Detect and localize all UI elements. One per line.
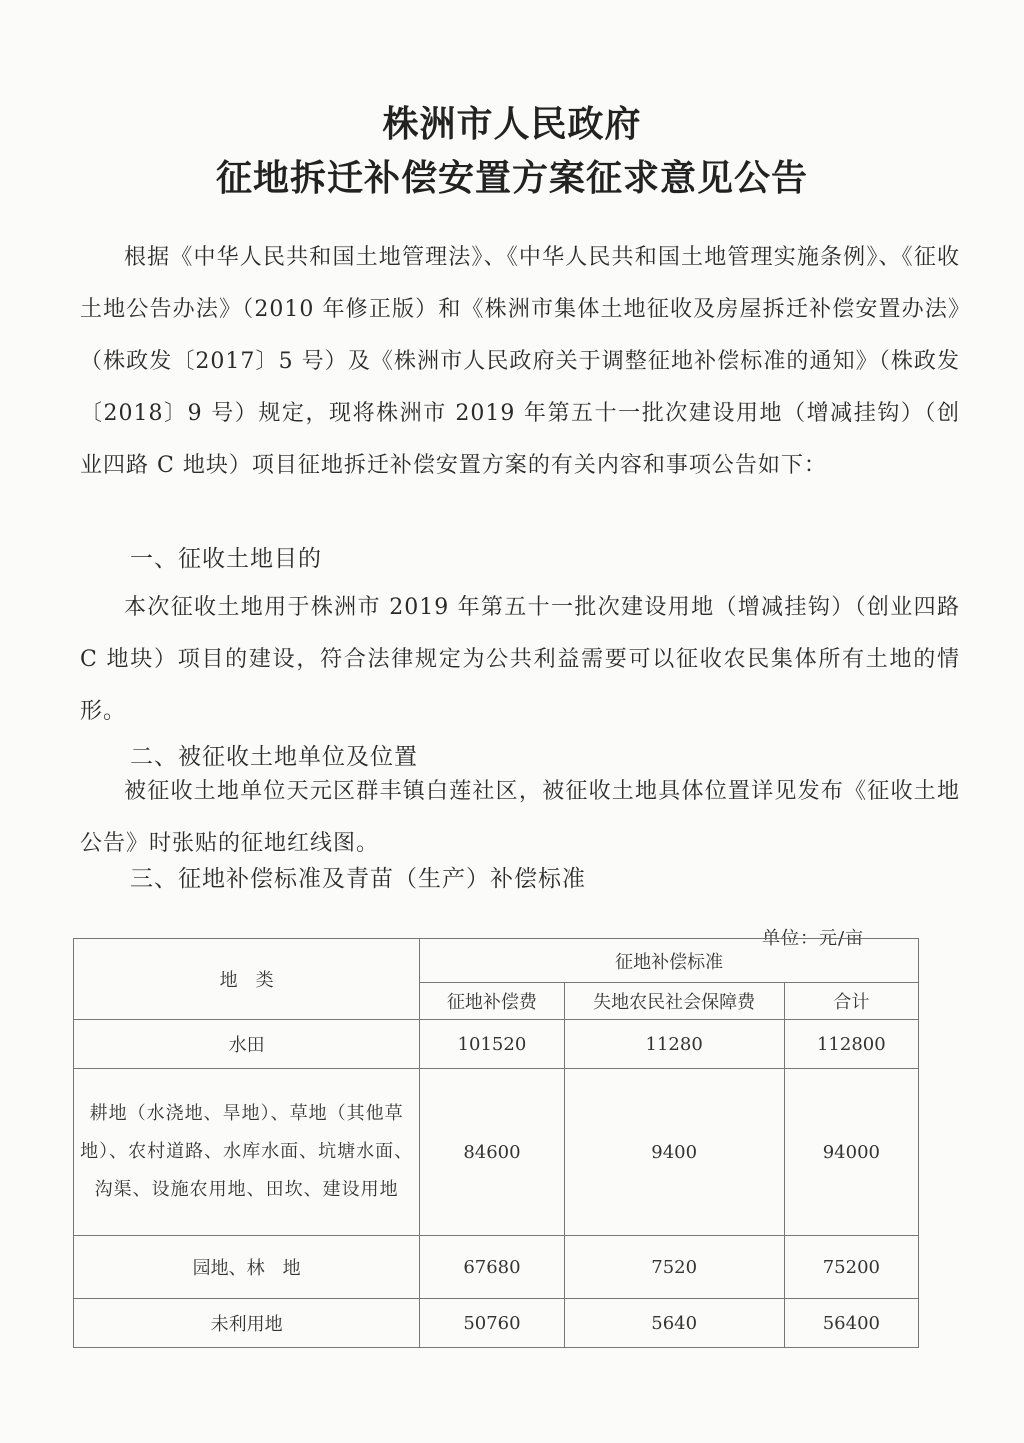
header-group-standard: 征地补偿标准 xyxy=(420,939,919,983)
cell-social: 5640 xyxy=(564,1299,784,1348)
table-unit-label: 单位：元/亩 xyxy=(762,928,865,949)
table-header-row xyxy=(74,939,919,983)
cell-fee: 84600 xyxy=(420,1069,564,1236)
header-landtype: 地 类 xyxy=(74,939,420,1020)
cell-landtype: 未利用地 xyxy=(74,1299,420,1348)
cell-total: 56400 xyxy=(784,1299,918,1348)
table-row xyxy=(74,1020,919,1069)
table-row xyxy=(74,1069,919,1236)
compensation-table xyxy=(73,938,919,1348)
header-social-security: 失地农民社会保障费 xyxy=(564,983,784,1020)
cell-fee: 101520 xyxy=(420,1020,564,1069)
cell-fee: 50760 xyxy=(420,1299,564,1348)
cell-landtype: 耕地（水浇地、旱地）、草地（其他草地）、农村道路、水库水面、坑塘水面、沟渠、设施农用地、田坎、建设用地 xyxy=(74,1069,420,1236)
cell-total: 75200 xyxy=(784,1236,918,1299)
cell-landtype: 水田 xyxy=(74,1020,420,1069)
document-title-line1: 株洲市人民政府 xyxy=(382,103,642,145)
cell-social: 9400 xyxy=(564,1069,784,1236)
section-heading-location: 二、被征收土地单位及位置 xyxy=(130,744,418,770)
section-heading-standard: 三、征地补偿标准及青苗（生产）补偿标准 xyxy=(130,866,586,892)
table-row xyxy=(74,1299,919,1348)
header-total: 合计 xyxy=(784,983,918,1020)
cell-total: 112800 xyxy=(784,1020,918,1069)
cell-social: 11280 xyxy=(564,1020,784,1069)
table-row xyxy=(74,1236,919,1299)
cell-landtype: 园地、林 地 xyxy=(74,1236,420,1299)
header-fee: 征地补偿费 xyxy=(420,983,564,1020)
section-body-location: 被征收土地单位天元区群丰镇白莲社区，被征收土地具体位置详见发布《征收土地公告》时张贴的征地红线图。 xyxy=(80,779,960,856)
document-title-line2: 征地拆迁补偿安置方案征求意见公告 xyxy=(215,157,808,199)
cell-total: 94000 xyxy=(784,1069,918,1236)
section-body-purpose: 本次征收土地用于株洲市 2019 年第五十一批次建设用地（增减挂钩）（创业四路 C 地块）项目的建设，符合法律规定为公共利益需要可以征收农民集体所有土地的情形。 xyxy=(80,595,960,724)
intro-paragraph: 根据《中华人民共和国土地管理法》、《中华人民共和国土地管理实施条例》、《征收土地公告办法》（2010 年修正版）和《株洲市集体土地征收及房屋拆迁补偿安置办法》（株政发〔2017〕5 号）及《株洲市人民政府关于调整征地补偿标准的通知》（株政发〔2018〕9 号）规定，现将株洲市 2019 年第五十一批次建设用地（增减挂钩）（创业四路 C 地块）项目征地拆迁补偿安置方案的有关内容和事项公告如下： xyxy=(80,245,960,478)
section-heading-purpose: 一、征收土地目的 xyxy=(130,546,322,572)
cell-fee: 67680 xyxy=(420,1236,564,1299)
cell-social: 7520 xyxy=(564,1236,784,1299)
